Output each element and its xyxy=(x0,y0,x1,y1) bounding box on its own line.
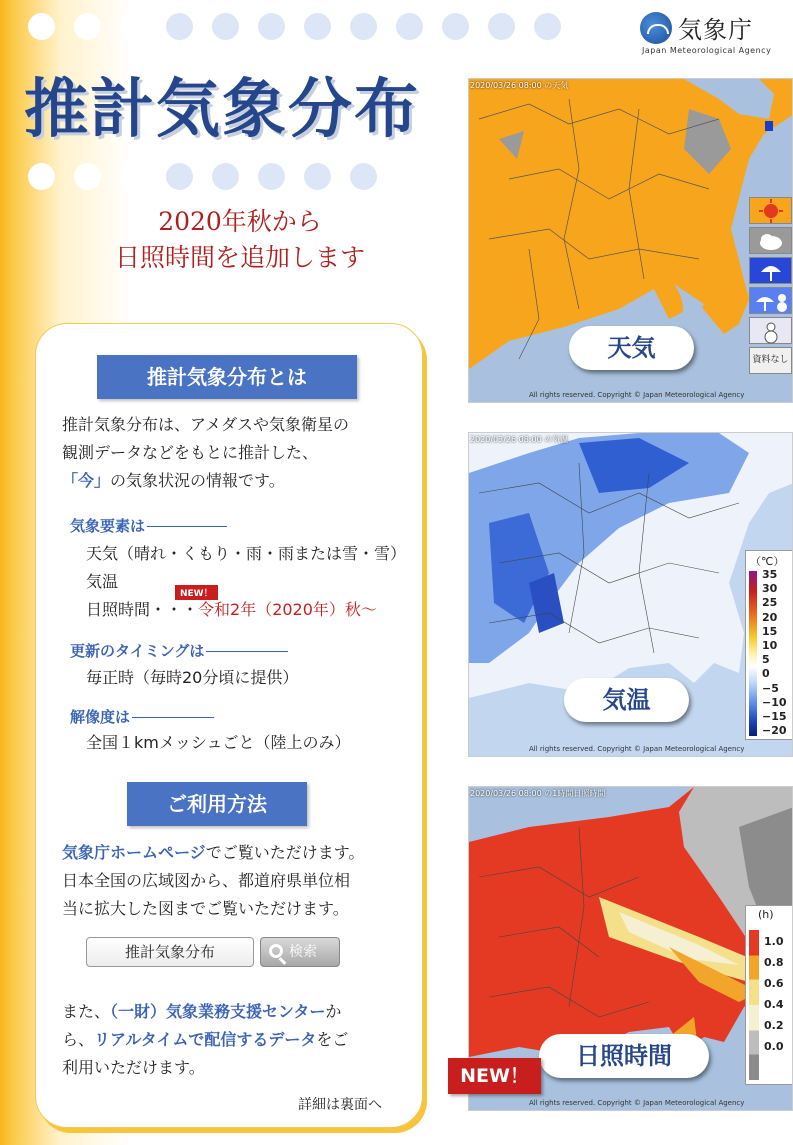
search-input[interactable]: 推計気象分布 xyxy=(86,937,254,967)
about-desc-line-3-rest: の気象状況の情報です。 xyxy=(110,471,285,490)
temperature-tick: −15 xyxy=(762,710,787,723)
snow-icon xyxy=(749,317,792,344)
resolution-heading-text: 解像度は xyxy=(70,708,131,726)
search-icon xyxy=(269,944,283,958)
sunshine-map-label: 日照時間 xyxy=(539,1034,709,1078)
temperature-map-caption: 2020/03/26 08:00 の気温 xyxy=(470,435,569,444)
support-center-link[interactable]: （一財）気象業務支援センター xyxy=(110,1002,326,1021)
usage-line-2: 日本全国の広域図から、都道府県単位相 xyxy=(62,871,351,890)
usage-heading: ご利用方法 xyxy=(127,782,307,826)
about-desc-line-3 xyxy=(62,467,285,495)
temperature-colorbar xyxy=(749,571,757,736)
sunshine-tick: 1.0 xyxy=(764,935,784,948)
temperature-unit: （℃） xyxy=(750,555,785,568)
weather-map-caption: 2020/03/26 08:00 の天気 xyxy=(470,81,569,90)
decorative-dots-bottom xyxy=(28,163,377,190)
search-button[interactable] xyxy=(260,937,340,967)
element-sunshine xyxy=(86,596,377,624)
sunshine-tick: 0.4 xyxy=(764,998,784,1011)
line-b1-suffix: をご xyxy=(316,1030,349,1049)
also-prefix: また、 xyxy=(62,1002,111,1021)
weather-map-copyright: All rights reserved. Copyright © Japan Meteorological Agency xyxy=(529,391,745,399)
temperature-map-copyright: All rights reserved. Copyright © Japan Meteorological Agency xyxy=(529,745,745,753)
search-button-label: 検索 xyxy=(289,944,317,960)
usage-line-b3: 利用いただけます。 xyxy=(62,1058,205,1077)
temperature-tick: 35 xyxy=(762,568,778,581)
sunshine-new-badge: NEW！ xyxy=(175,585,218,600)
logo-name: 気象庁 xyxy=(678,16,753,44)
sunshine-colorbar xyxy=(749,930,759,1080)
temperature-tick: 30 xyxy=(762,582,778,596)
subtitle-line-1: 2020年秋から xyxy=(158,207,322,236)
rain-or-snow-icon xyxy=(749,287,792,314)
sunny-icon xyxy=(749,197,792,224)
sunshine-map-caption: 2020/03/26 08:00 の1時間日照時間 xyxy=(470,789,606,798)
temperature-map-label: 気温 xyxy=(564,678,689,722)
elements-heading xyxy=(70,515,227,536)
weather-map xyxy=(468,78,793,403)
temperature-tick: −5 xyxy=(762,681,779,695)
sunshine-label: 日照時間・・・ xyxy=(86,600,199,619)
usage-line-1-rest: でご覧いただけます。 xyxy=(205,843,365,862)
elements-heading-text: 気象要素は xyxy=(70,517,146,535)
about-desc-line-1: 推計気象分布は、アメダスや気象衛星の xyxy=(62,415,350,434)
also-suffix: か xyxy=(325,1002,342,1021)
jma-logo xyxy=(640,8,780,58)
sunshine-map-copyright: All rights reserved. Copyright © Japan Meteorological Agency xyxy=(529,1099,745,1107)
temperature-tick: −20 xyxy=(762,724,787,738)
sunshine-tick: 0.6 xyxy=(764,977,784,990)
temperature-tick: 10 xyxy=(762,639,778,652)
no-data-legend: 資料なし xyxy=(749,347,792,374)
weather-map-label: 天気 xyxy=(569,326,694,370)
cloudy-icon xyxy=(749,227,792,254)
timing-text: 毎正時（毎時20分頃に提供） xyxy=(86,668,299,687)
temperature-tick: 25 xyxy=(762,596,778,610)
temperature-tick: −10 xyxy=(762,695,787,709)
see-back-note: 詳細は裏面へ xyxy=(298,1097,382,1113)
temperature-tick: 15 xyxy=(762,624,778,638)
about-desc-line-2: 観測データなどをもとに推計した、 xyxy=(62,443,319,462)
rain-icon xyxy=(749,257,792,284)
usage-line-b0 xyxy=(62,998,341,1026)
sunshine-legend xyxy=(745,905,793,1085)
sunshine-tick: 0.8 xyxy=(764,956,784,969)
jma-logo-icon xyxy=(640,12,672,44)
resolution-heading xyxy=(70,706,214,727)
resolution-text: 全国１kmメッシュごと（陸上のみ） xyxy=(86,733,351,752)
element-temperature: 気温 xyxy=(86,572,119,591)
temperature-tick: 5 xyxy=(762,653,770,667)
timing-heading xyxy=(70,640,288,661)
sunshine-new-banner: NEW！ xyxy=(448,1058,541,1094)
sunshine-unit: (h) xyxy=(758,908,774,921)
usage-line-b1 xyxy=(62,1026,348,1054)
line-b1-prefix: ら、 xyxy=(62,1030,95,1049)
about-heading: 推計気象分布とは xyxy=(97,355,357,399)
subtitle-line-2: 日照時間を追加します xyxy=(114,243,365,272)
usage-line-1 xyxy=(62,839,364,867)
sunshine-tick: 0.0 xyxy=(764,1040,784,1053)
temperature-tick: 0 xyxy=(762,667,770,681)
temperature-legend xyxy=(745,550,793,740)
sunshine-tick: 0.2 xyxy=(764,1019,784,1032)
usage-line-3: 当に拡大した図までご覧いただけます。 xyxy=(62,899,349,918)
logo-english: Japan Meteorological Agency xyxy=(642,46,772,55)
sunshine-date: 令和2年（2020年）秋～ xyxy=(198,600,377,619)
now-quote: 「今」 xyxy=(62,471,111,490)
page-title: 推計気象分布 xyxy=(24,73,420,147)
subtitle xyxy=(60,204,420,276)
temperature-map xyxy=(468,432,793,757)
element-weather: 天気（晴れ・くもり・雨・雨または雪・雪） xyxy=(86,544,407,563)
timing-heading-text: 更新のタイミングは xyxy=(70,642,205,660)
jma-homepage-link[interactable]: 気象庁ホームページ xyxy=(62,843,206,862)
temperature-tick: 20 xyxy=(762,610,778,624)
realtime-data-link[interactable]: リアルタイムで配信するデータ xyxy=(94,1030,317,1049)
decorative-dots-top xyxy=(28,13,561,40)
